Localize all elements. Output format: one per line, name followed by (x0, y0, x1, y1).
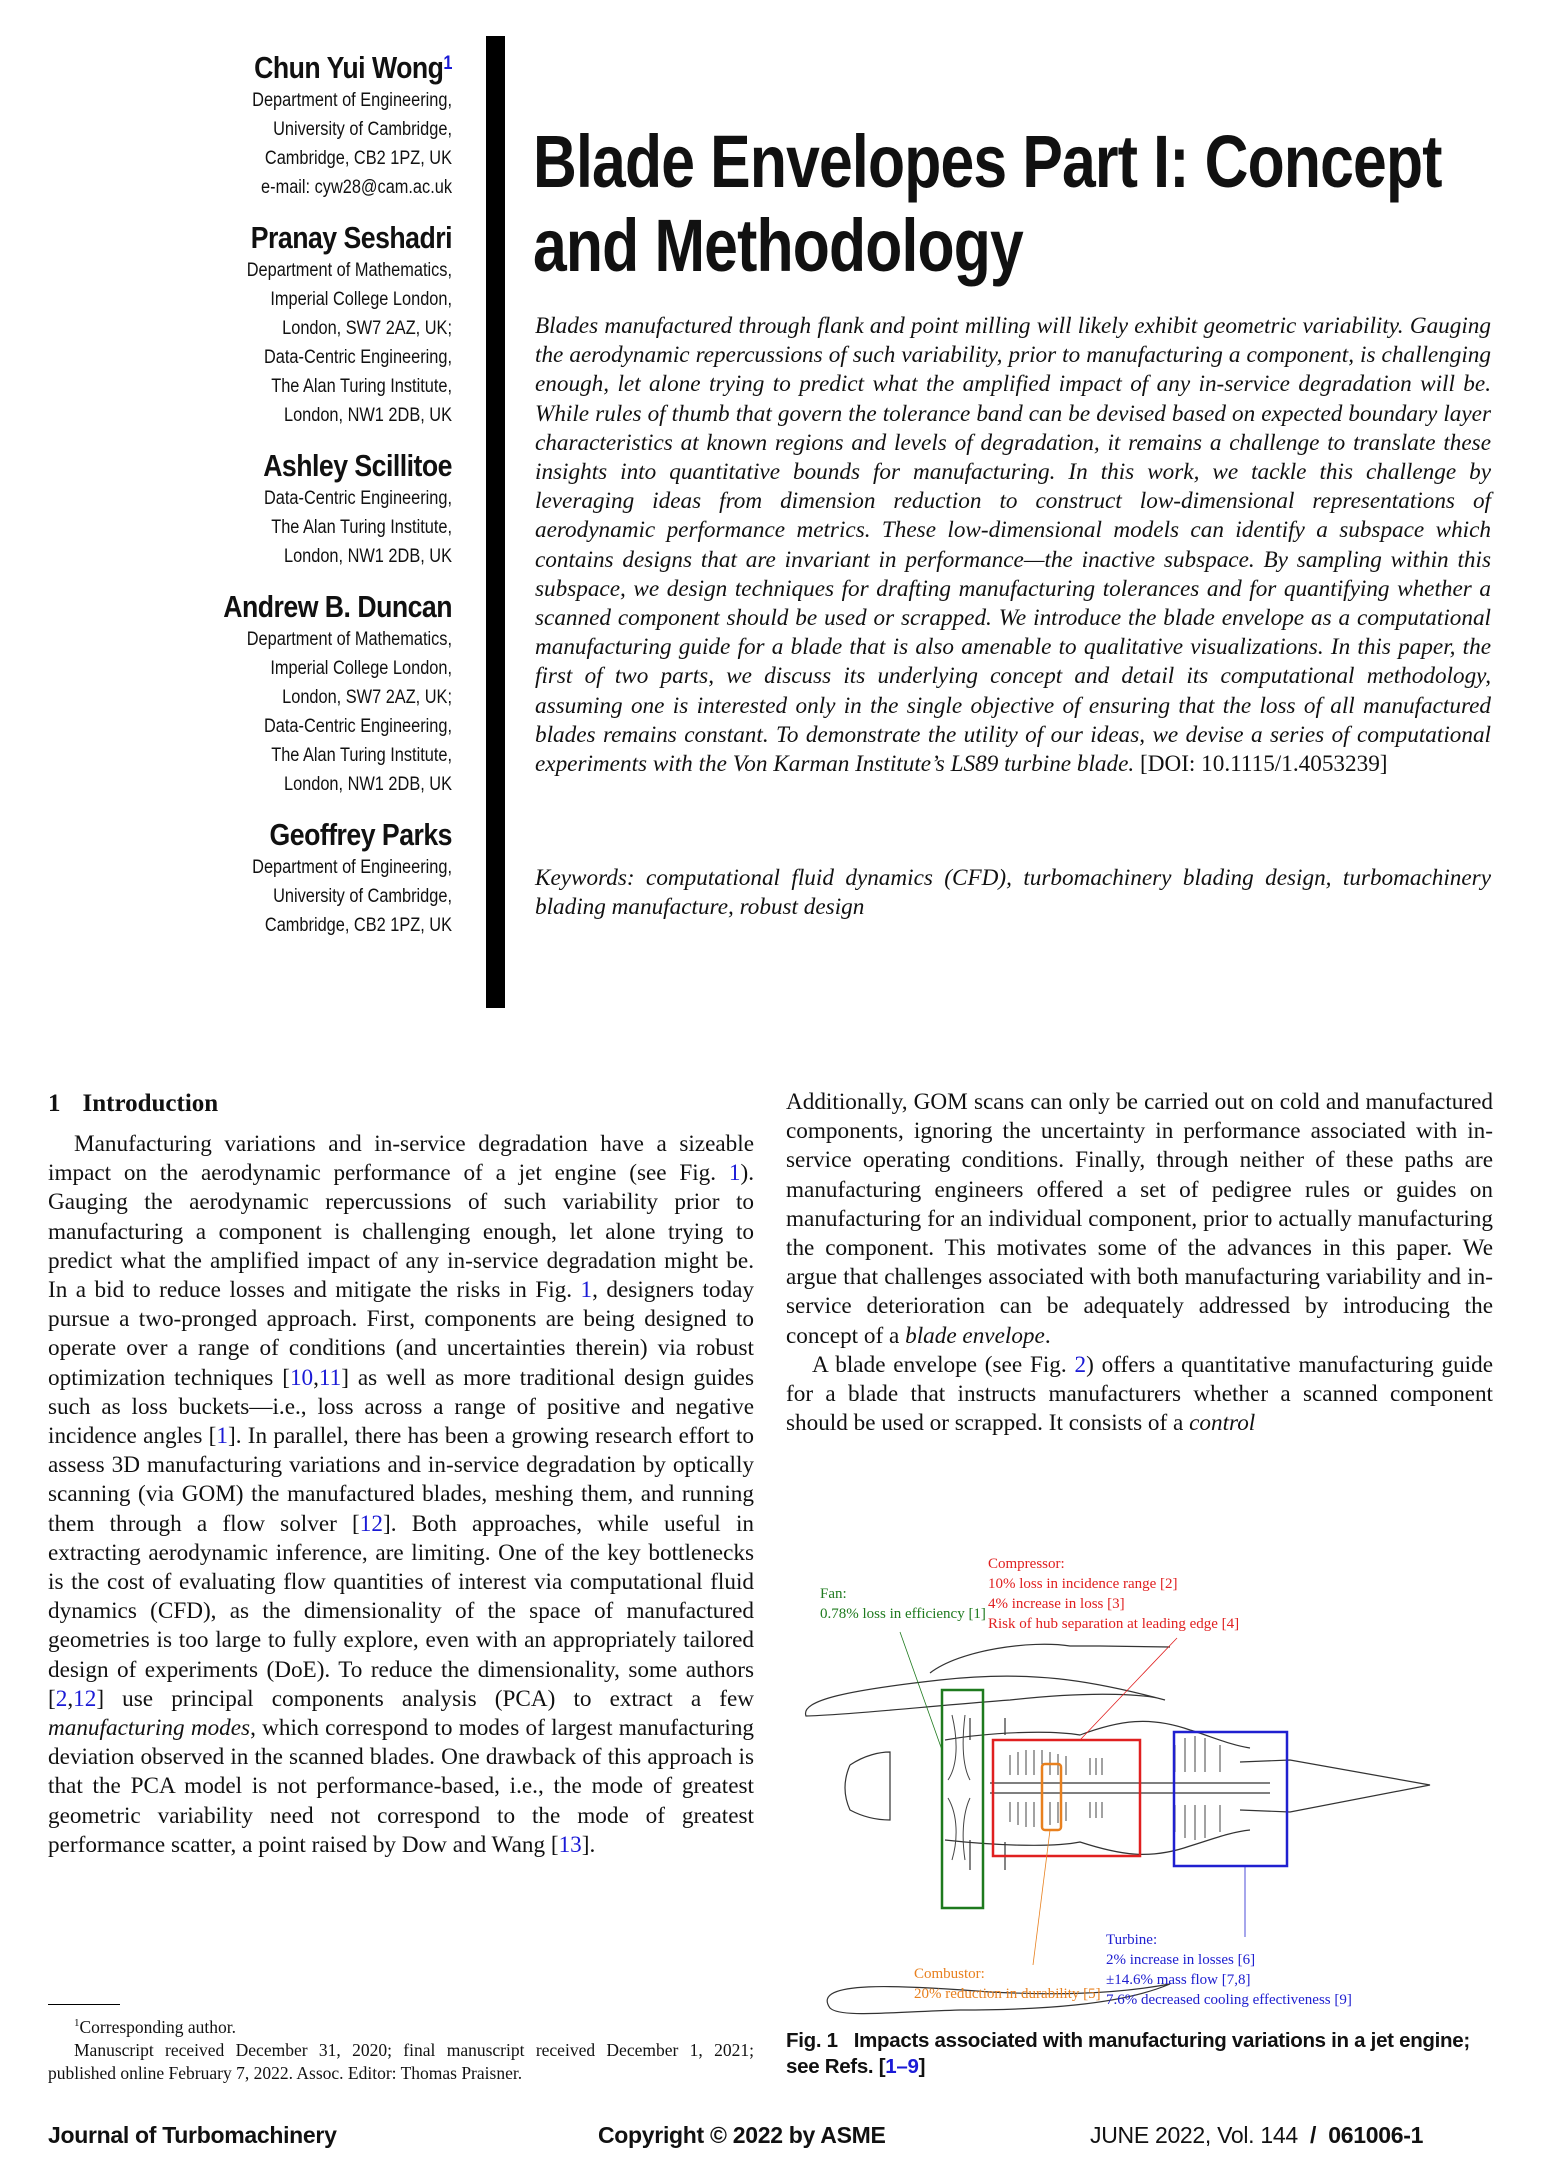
header-divider-bar (486, 36, 505, 1008)
author-email: e-mail: cyw28@cam.ac.uk (261, 177, 452, 198)
citation-link[interactable]: 1 (216, 1423, 228, 1450)
author-affiliation: London, SW7 2AZ, UK; (282, 687, 452, 708)
svg-text:20% reduction in durability [5: 20% reduction in durability [5] (914, 1986, 1101, 2002)
figure-caption: Fig. 1 Impacts associated with manufacturing variations in a jet engine; see Refs. [1–9] (786, 2029, 1470, 2078)
citation-link[interactable]: 12 (359, 1510, 383, 1537)
paper-title (533, 120, 1442, 288)
footnote: $^1$Corresponding author. (74, 2016, 237, 2037)
compressor-blades (948, 1715, 1220, 1860)
citation-link[interactable]: 12 (73, 1685, 97, 1712)
figure-ref-link[interactable]: 2 (1074, 1351, 1087, 1378)
title-line: Blade Envelopes Part I: Concept (533, 120, 1442, 203)
author-affiliation: Data-Centric Engineering, (263, 488, 452, 509)
footer-issue: JUNE 2022, Vol. 144 / 061006-1 (1090, 2122, 1424, 2148)
svg-text:Combustor:: Combustor: (914, 1966, 985, 1982)
jet-engine-figure (790, 1540, 1490, 2020)
citation-link[interactable]: 13 (558, 1831, 582, 1858)
turbine-annotation (1106, 1932, 1352, 2008)
citation-link[interactable]: 10 (289, 1364, 314, 1391)
figure-label: Fig. 1 (786, 2029, 838, 2052)
abstract-text: Blades manufactured through flank and point milling will likely exhibit geometric variability. Gauging the aerodynamic repercussions of such variability, prior to manufacturing a component, is challenging enough, let alone trying to predict what the amplified impact of any in-service degradation will be. While rules of thumb that govern the tolerance band can be devised based on expected boundary layer characteristics at known regions and levels of degradation, it remains a challenge to translate these insights into quantitative bounds for manufacturing. In this work, we tackle this challenge by leveraging ideas from dimension reduction to construct low-dimensional representations of aerodynamic performance metrics. These low-dimensional models can identify a subspace which contains designs that are invariant in performance—the inactive subspace. By sampling within this subspace, we design techniques for drafting manufacturing tolerances and for quantifying whether a scanned component should be used or scrapped. We introduce the blade envelope as a computational manufacturing guide for a blade that is also amenable to qualitative visualizations. In this paper, the first of two parts, we discuss its underlying concept and detail its computational methodology, assuming one is interested only in the single objective of ensuring that the loss of all manufactured blades remains constant. To demonstrate the utility of our ideas, we devise a series of computational experiments with the Von Karman Institute’s LS89 turbine blade. (535, 313, 1491, 778)
author-entry (40, 448, 452, 571)
left-column (48, 1130, 754, 1860)
author-entry (40, 50, 452, 202)
section-heading (48, 1090, 218, 1118)
page-number: 061006-1 (1328, 2122, 1424, 2148)
author-affiliation: London, SW7 2AZ, UK; (282, 318, 452, 339)
svg-text:4% increase in loss [3]: 4% increase in loss [3] (988, 1596, 1125, 1612)
paragraph: Manufacturing variations and in-service degradation have a sizeable impact on the aerodynamic performance of a jet engine (see Fig. 1). Gauging the aerodynamic repercussions of such variability prior to manufacturing a component is challenging enough, let alone trying to predict what the amplified impact of any in-service degradation might be. In a bid to reduce losses and mitigate the risks in Fig. 1, designers today pursue a two-pronged approach. First, components are being designed to operate over a range of conditions (and uncertainties therein) via robust optimization techniques [10,11] as well as more traditional design guides such as loss buckets—i.e., loss across a range of positive and negative incidence angles [1]. In parallel, there has been a growing research effort to assess 3D manufacturing variations and in-service degradation by optically scanning (via GOM) the manufactured blades, meshing them, and running them through a flow solver [12]. Both approaches, while useful in extracting aerodynamic inference, are limiting. One of the key bottlenecks is the cost of evaluating flow quantities of interest via computational fluid dynamics (CFD), as the dimensionality of the space of manufactured geometries is too large to fully explore, even with an appropriately tailored design of experiments (DoE). To reduce the dimensionality, some authors [2,12] use principal components analysis (PCA) to extract a few manufacturing modes, which correspond to modes of largest manufacturing deviation observed in the scanned blades. One drawback of this approach is that the PCA model is not performance-based, i.e., the mode of greatest geometric variability need not correspond to the mode of greatest performance scatter, a point raised by Dow and Wang [13]. (48, 1131, 755, 1858)
svg-text:0.78% loss in efficiency [1]: 0.78% loss in efficiency [1] (820, 1606, 986, 1622)
author-affiliation: Department of Engineering, (252, 90, 452, 111)
section-number: 1 (48, 1090, 61, 1117)
author-affiliation: The Alan Turing Institute, (271, 376, 452, 397)
footnote-mark-link[interactable]: 1 (443, 53, 452, 74)
paragraph: Additionally, GOM scans can only be carried out on cold and manufactured components, ignoring the uncertainty in performance associated with in-service operating conditions. Finally, through neither of these paths are manufacturing engineers offered a set of pedigree rules or guides on manufacturing for an individual component, prior to actually manufacturing the component. This motivates some of the advances in this paper. We argue that challenges associated with both manufacturing variability and in-service deterioration can be adequately addressed by introducing the concept of a blade envelope. (786, 1089, 1493, 1349)
svg-text:Risk of hub separation at lead: Risk of hub separation at leading edge [4] (988, 1616, 1240, 1632)
figure-ref-link[interactable]: 1 (580, 1277, 593, 1304)
author-affiliation: Data-Centric Engineering, (263, 347, 452, 368)
author-name: Andrew B. Duncan (223, 589, 452, 624)
figure-ref-link[interactable]: 1 (728, 1160, 741, 1187)
svg-text:7.6% decreased cooling effecti: 7.6% decreased cooling effectiveness [9] (1106, 1992, 1352, 2008)
footer-journal-name: Journal of Turbomachinery (48, 2122, 337, 2148)
fan-annotation (820, 1586, 986, 1622)
keywords: Keywords: computational fluid dynamics (CFD), turbomachinery blading design, turbomachinery blading manufacture, robust design (535, 865, 1491, 921)
svg-text:2% increase in losses [6]: 2% increase in losses [6] (1106, 1952, 1256, 1968)
author-affiliation: London, NW1 2DB, UK (283, 546, 452, 567)
author-affiliation: University of Cambridge, (273, 886, 452, 907)
svg-text:Turbine:: Turbine: (1106, 1932, 1158, 1948)
svg-text:Fan:: Fan: (820, 1586, 847, 1602)
title-line: and Methodology (533, 204, 1023, 287)
author-entry (40, 589, 452, 799)
svg-text:10% loss in incidence range [2: 10% loss in incidence range [2] (988, 1576, 1178, 1592)
author-list (40, 50, 452, 958)
author-affiliation: Department of Engineering, (252, 857, 452, 878)
author-name: Pranay Seshadri (250, 220, 452, 255)
footnote: Manuscript received December 31, 2020; final manuscript received December 1, 2021; published online February 7, 2022. Assoc. Editor: Thomas Praisner. (48, 2039, 754, 2083)
author-affiliation: Cambridge, CB2 1PZ, UK (264, 915, 452, 936)
footnote-rule (48, 2004, 120, 2005)
combustor-annotation (914, 1966, 1101, 2002)
compressor-annotation (988, 1556, 1239, 1632)
author-affiliation: Department of Mathematics, (246, 629, 452, 650)
abstract (535, 312, 1491, 779)
author-entry (40, 817, 452, 940)
author-affiliation: University of Cambridge, (273, 119, 452, 140)
citation-link[interactable]: 1–9 (885, 2055, 919, 2078)
author-affiliation: Imperial College London, (270, 658, 452, 679)
author-entry (40, 220, 452, 430)
author-affiliation: London, NW1 2DB, UK (283, 774, 452, 795)
author-affiliation: The Alan Turing Institute, (271, 517, 452, 538)
section-title: Introduction (82, 1090, 219, 1117)
citation-link[interactable]: 11 (318, 1364, 342, 1391)
footnotes (48, 2012, 754, 2085)
author-affiliation: London, NW1 2DB, UK (283, 405, 452, 426)
author-name: Ashley Scillitoe (263, 448, 452, 483)
author-name: Geoffrey Parks (269, 817, 452, 852)
paragraph: A blade envelope (see Fig. 2) offers a quantitative manufacturing guide for a blade that instructs manufacturers whether a scanned component should be used or scrapped. It consists of a control (786, 1351, 1493, 1437)
svg-text:±14.6% mass flow [7,8]: ±14.6% mass flow [7,8] (1106, 1972, 1251, 1988)
author-affiliation: Department of Mathematics, (246, 260, 452, 281)
author-name: Chun Yui Wong$^1$ (254, 50, 452, 85)
author-affiliation: The Alan Turing Institute, (271, 745, 452, 766)
svg-text:Compressor:: Compressor: (988, 1556, 1065, 1572)
citation-link[interactable]: 2 (55, 1685, 68, 1712)
footer-copyright: Copyright © 2022 by ASME (598, 2122, 886, 2148)
doi-link[interactable]: [DOI: 10.1115/1.4053239] (1140, 751, 1388, 778)
author-affiliation: Data-Centric Engineering, (263, 716, 452, 737)
author-affiliation: Cambridge, CB2 1PZ, UK (264, 148, 452, 169)
right-column (786, 1088, 1493, 1438)
author-affiliation: Imperial College London, (270, 289, 452, 310)
